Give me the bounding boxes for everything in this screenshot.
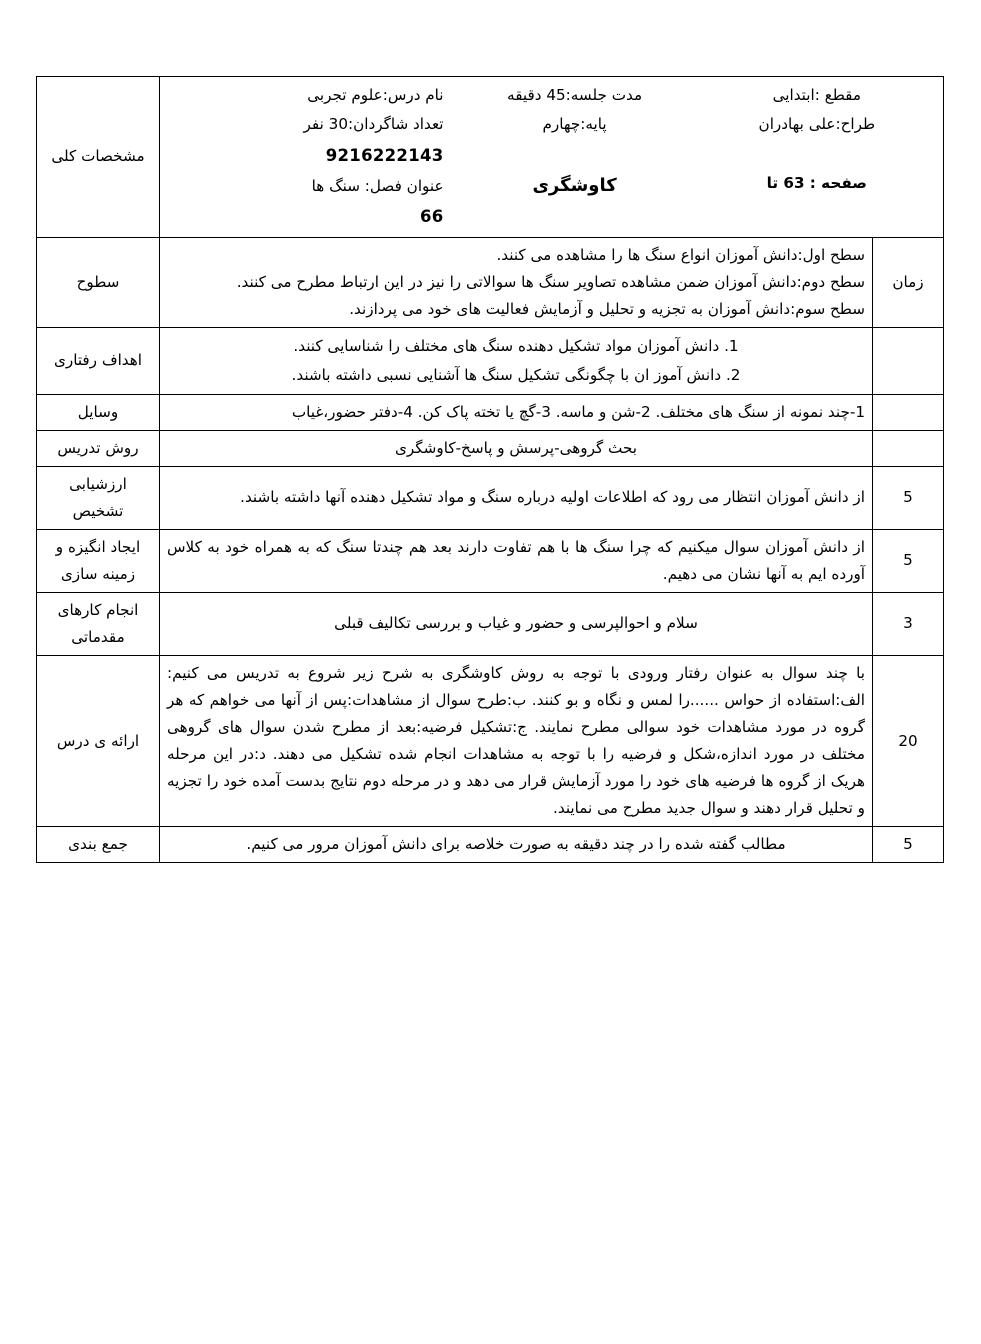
table-row-teaching-method xyxy=(37,430,944,466)
table-row-preliminary-tasks xyxy=(37,592,944,655)
header-column-left xyxy=(698,81,936,233)
diagnostic-assessment-content: از دانش آموزان انتظار می رود که اطلاعات اولیه درباره سنگ و مواد تشکیل دهنده آنها داشته باشند. xyxy=(160,466,873,529)
objective-list xyxy=(167,332,865,390)
header-designer: طراح:علی بهادران xyxy=(758,115,876,134)
header-column-middle xyxy=(452,81,698,233)
table-row-lesson-presentation xyxy=(37,655,944,826)
table-row-summary xyxy=(37,827,944,863)
teaching-method-content: بحث گروهی-پرسش و پاسخ-کاوشگری xyxy=(160,430,873,466)
list-item xyxy=(167,361,865,390)
table-row-levels xyxy=(37,237,944,327)
row-label-preliminary-tasks: انجام کارهای مقدماتی xyxy=(37,592,160,655)
objective-text-2: دانش آموز ان با چگونگی تشکیل سنگ ها آشنایی نسبی داشته باشند. xyxy=(291,365,722,384)
level-line-1: سطح اول:دانش آموزان انواع سنگ ها را مشاهده می کنند. xyxy=(496,245,865,264)
header-code-number: 9216222143 xyxy=(325,145,444,165)
list-item xyxy=(167,332,865,361)
lesson-presentation-content: با چند سوال به عنوان رفتار ورودی با توجه به روش کاوشگری به شرح زیر شروع به تدریس می کنیم: الف:استفاده از حواس ......را لمس و نگاه و بو کنند. ب:طرح سوال از مشاهدات:پس از آنها می خواهم که هر گروه در مورد مشاهدات خود سوالی مطرح نمایند. ج:تشکیل فرضیه:بعد از مطرح شدن سوال های گروهی مختلف در مورد اندازه،شکل و فرضیه را با توجه به مشاهدات انجام شده تشکیل می دهند. د:در این مرحله هریک از گروه ها فرضیه های خود را مورد آزمایش قرار می دهد و در مرحله دوم نتایج بدست آمده خود را تجزیه و تحلیل قرار دهند و سوال جدید مطرح می نمایند. xyxy=(160,655,873,826)
time-summary: 5 xyxy=(873,827,944,863)
row-label-diagnostic-assessment: ارزشیابی تشخیص xyxy=(37,466,160,529)
table-row-behavioral-objectives xyxy=(37,327,944,394)
header-level: مقطع :ابتدایی xyxy=(772,86,862,104)
table-row-motivation xyxy=(37,529,944,592)
objective-number-2: 2. xyxy=(725,365,741,384)
header-method-title: کاوشگری xyxy=(532,174,617,196)
levels-content xyxy=(160,237,873,327)
header-student-count: تعداد شاگردان:30 نفر xyxy=(303,115,444,134)
preliminary-tasks-content: سلام و احوالپرسی و حضور و غیاب و بررسی تکالیف قبلی xyxy=(160,592,873,655)
time-materials xyxy=(873,394,944,430)
header-page-end: 66 xyxy=(419,206,444,226)
motivation-content: از دانش آموزان سوال میکنیم که چرا سنگ ها با هم تفاوت دارند بعد هم چندتا سنگ که به همراه خود به کلاس آورده ایم به آنها نشان می دهیم. xyxy=(160,529,873,592)
table-row-general-specs xyxy=(37,77,944,238)
row-label-summary: جمع بندی xyxy=(37,827,160,863)
table-row-materials xyxy=(37,394,944,430)
row-label-materials: وسایل xyxy=(37,394,160,430)
objective-number-1: 1. xyxy=(724,336,739,355)
header-chapter-title: عنوان فصل: سنگ ها xyxy=(311,176,444,195)
header-session-duration: مدت جلسه:45 دقیقه xyxy=(507,86,643,104)
materials-content: 1-چند نمونه از سنگ های مختلف. 2-شن و ماسه. 3-گچ یا تخته پاک کن. 4-دفتر حضور،غیاب xyxy=(160,394,873,430)
time-behavioral-objectives xyxy=(873,327,944,394)
table-row-diagnostic-assessment xyxy=(37,466,944,529)
header-course-name: نام درس:علوم تجربی xyxy=(307,86,444,104)
summary-content: مطالب گفته شده را در چند دقیقه به صورت خلاصه برای دانش آموزان مرور می کنیم. xyxy=(160,827,873,863)
general-specs-cell xyxy=(160,77,944,238)
row-label-levels: سطوح xyxy=(37,237,160,327)
lesson-plan-body xyxy=(37,77,944,863)
row-label-motivation: ایجاد انگیزه و زمینه سازی xyxy=(37,529,160,592)
header-grade: پایه:چهارم xyxy=(542,115,607,134)
time-diagnostic-assessment: 5 xyxy=(873,466,944,529)
row-label-general-specs: مشخصات کلی xyxy=(37,77,160,238)
header-grid xyxy=(167,81,936,233)
time-teaching-method xyxy=(873,430,944,466)
header-column-right xyxy=(167,81,452,233)
objective-text-1: دانش آموزان مواد تشکیل دهنده سنگ های مختلف را شناسایی کنند. xyxy=(293,336,720,355)
header-page-range: صفحه : 63 تا xyxy=(766,173,867,192)
row-label-behavioral-objectives: اهداف رفتاری xyxy=(37,327,160,394)
time-preliminary-tasks: 3 xyxy=(873,592,944,655)
behavioral-objectives-content xyxy=(160,327,873,394)
time-column-header: زمان xyxy=(873,237,944,327)
lesson-plan-table xyxy=(36,76,944,863)
row-label-teaching-method: روش تدریس xyxy=(37,430,160,466)
level-line-2: سطح دوم:دانش آموزان ضمن مشاهده تصاویر سنگ ها سوالاتی را نیز در این ارتباط مطرح می کنند. xyxy=(236,272,865,291)
row-label-lesson-presentation: ارائه ی درس xyxy=(37,655,160,826)
level-line-3: سطح سوم:دانش آموزان به تجزیه و تحلیل و آزمایش فعالیت های خود می پردازند. xyxy=(349,299,865,318)
time-lesson-presentation: 20 xyxy=(873,655,944,826)
time-motivation: 5 xyxy=(873,529,944,592)
